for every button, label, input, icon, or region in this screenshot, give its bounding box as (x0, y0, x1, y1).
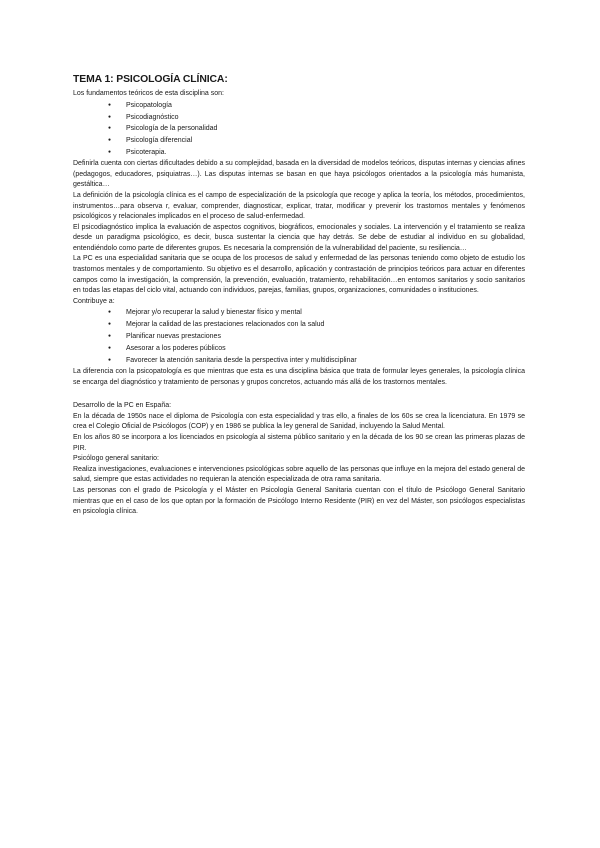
list-item: ● Asesorar a los poderes públicos (73, 343, 525, 355)
paragraph-1950: En la década de 1950s nace el diploma de Psicología con esta especialidad y tras ello, a finales de los 60s se crea la licenciatura. En 1979 se crea el Colegio Oficial de Psicólogos (COP) y en 1986 se publica la ley general de Sanidad, incluyendo la Salud Mental. (73, 412, 525, 431)
contribuye-label: Contribuye a: (73, 297, 115, 305)
list-item: ● Mejorar la calidad de las prestaciones relacionados con la salud (73, 319, 525, 331)
page-title: TEMA 1: PSICOLOGÍA CLÍNICA: (73, 74, 228, 85)
list-item: ● Psicoterapia. (73, 147, 525, 159)
list-item: ● Psicología diferencial (73, 135, 525, 147)
section-heading-desarrollo: Desarrollo de la PC en España: (73, 402, 172, 410)
paragraph-grado: Las personas con el grado de Psicología y el Máster en Psicología General Sanitaria cuentan con el título de Psicólogo General Sanitario mientras que en el caso de los que optan por la formación de Psicólogo Interno Residente (PIR) en vez del Máster, son psicólogos especialistas en psicología clínica. (73, 486, 525, 516)
list-item: ● Psicodiagnóstico (73, 112, 525, 124)
list-item: ● Favorecer la atención sanitaria desde la perspectiva inter y multidisciplinar (73, 355, 525, 367)
list-item: ● Psicología de la personalidad (73, 123, 525, 135)
section-heading-general: Psicólogo general sanitario: (73, 455, 159, 463)
paragraph-realiza: Realiza investigaciones, evaluaciones e intervenciones psicológicas sobre aquello de las personas que influye en la mejora del estado general de salud, siempre que estas actividades no requieran la atención especializada de otra rama sanitaria. (73, 465, 525, 484)
section-spacer (73, 388, 525, 401)
contribuye-list (73, 307, 525, 367)
paragraph-pc: La PC es una especialidad sanitaria que se ocupa de los procesos de salud y enfermedad de las personas teniendo como objeto de estudio los trastornos mentales y de comportamiento. Su objetivo es el desarrollo, aplicación y contrastación de principios teóricos para actuar en diferentes campos como la investigación, la comprensión, la prevención, evaluación, tratamiento, rehabilitación…en entornos sanitarios y socio sanitarios en todas las etapas del ciclo vital, actuando con individuos, parejas, familias, grupos, organizaciones, comunidades o instituciones. (73, 255, 525, 295)
fundamentos-list (73, 100, 525, 160)
document-body (73, 74, 525, 518)
paragraph-definir: Definirla cuenta con ciertas dificultades debido a su complejidad, basada en la diversidad de modelos teóricos, disputas internas y ciencias afines (pedagogos, educadores, psiquiatras…). Las disputas internas se basan en que haya psicólogos orientados a la psicología más humanista, gestáltica… (73, 160, 525, 189)
list-item: ● Mejorar y/o recuperar la salud y bienestar físico y mental (73, 307, 525, 319)
list-item: ● Planificar nuevas prestaciones (73, 331, 525, 343)
paragraph-definicion: La definición de la psicología clínica es el campo de especialización de la psicología que recoge y aplica la teoría, los métodos, procedimientos, instrumentos…para observa r, evaluar, comprender, diagnosticar, explicar, tratar, modificar y prevenir los trastornos mentales y fenómenos psicológicos y relacionales implicados en el proceso de salud-enfermedad. (73, 191, 525, 221)
paragraph-diferencia: La diferencia con la psicopatología es que mientras que esta es una disciplina básica que trata de formular leyes generales, la psicología clínica se encarga del diagnóstico y tratamiento de personas y grupos concretos, actuando más allá de los trastornos mentales. (73, 367, 525, 386)
fundamentos-intro: Los fundamentos teóricos de esta disciplina son: (73, 90, 224, 97)
list-item: ● Psicopatología (73, 100, 525, 112)
paragraph-psicodiagnostico: El psicodiagnóstico implica la evaluación de aspectos cognitivos, biográficos, emocionales y sociales. La intervención y el tratamiento se realiza desde un paradigma psicológico, es decir, busca sustentar la ciencia que hay detrás. Se debe de estudiar al individuo en su globalidad, entendiéndolo como parte de diferentes grupos. Es necesaria la comprensión de la vulnerabilidad del paciente, su resiliencia… (73, 223, 525, 252)
paragraph-80: En los años 80 se incorpora a los licenciados en psicología al sistema público sanitario y en la década de los 90 se crean las primeras plazas de PIR. (73, 433, 525, 452)
